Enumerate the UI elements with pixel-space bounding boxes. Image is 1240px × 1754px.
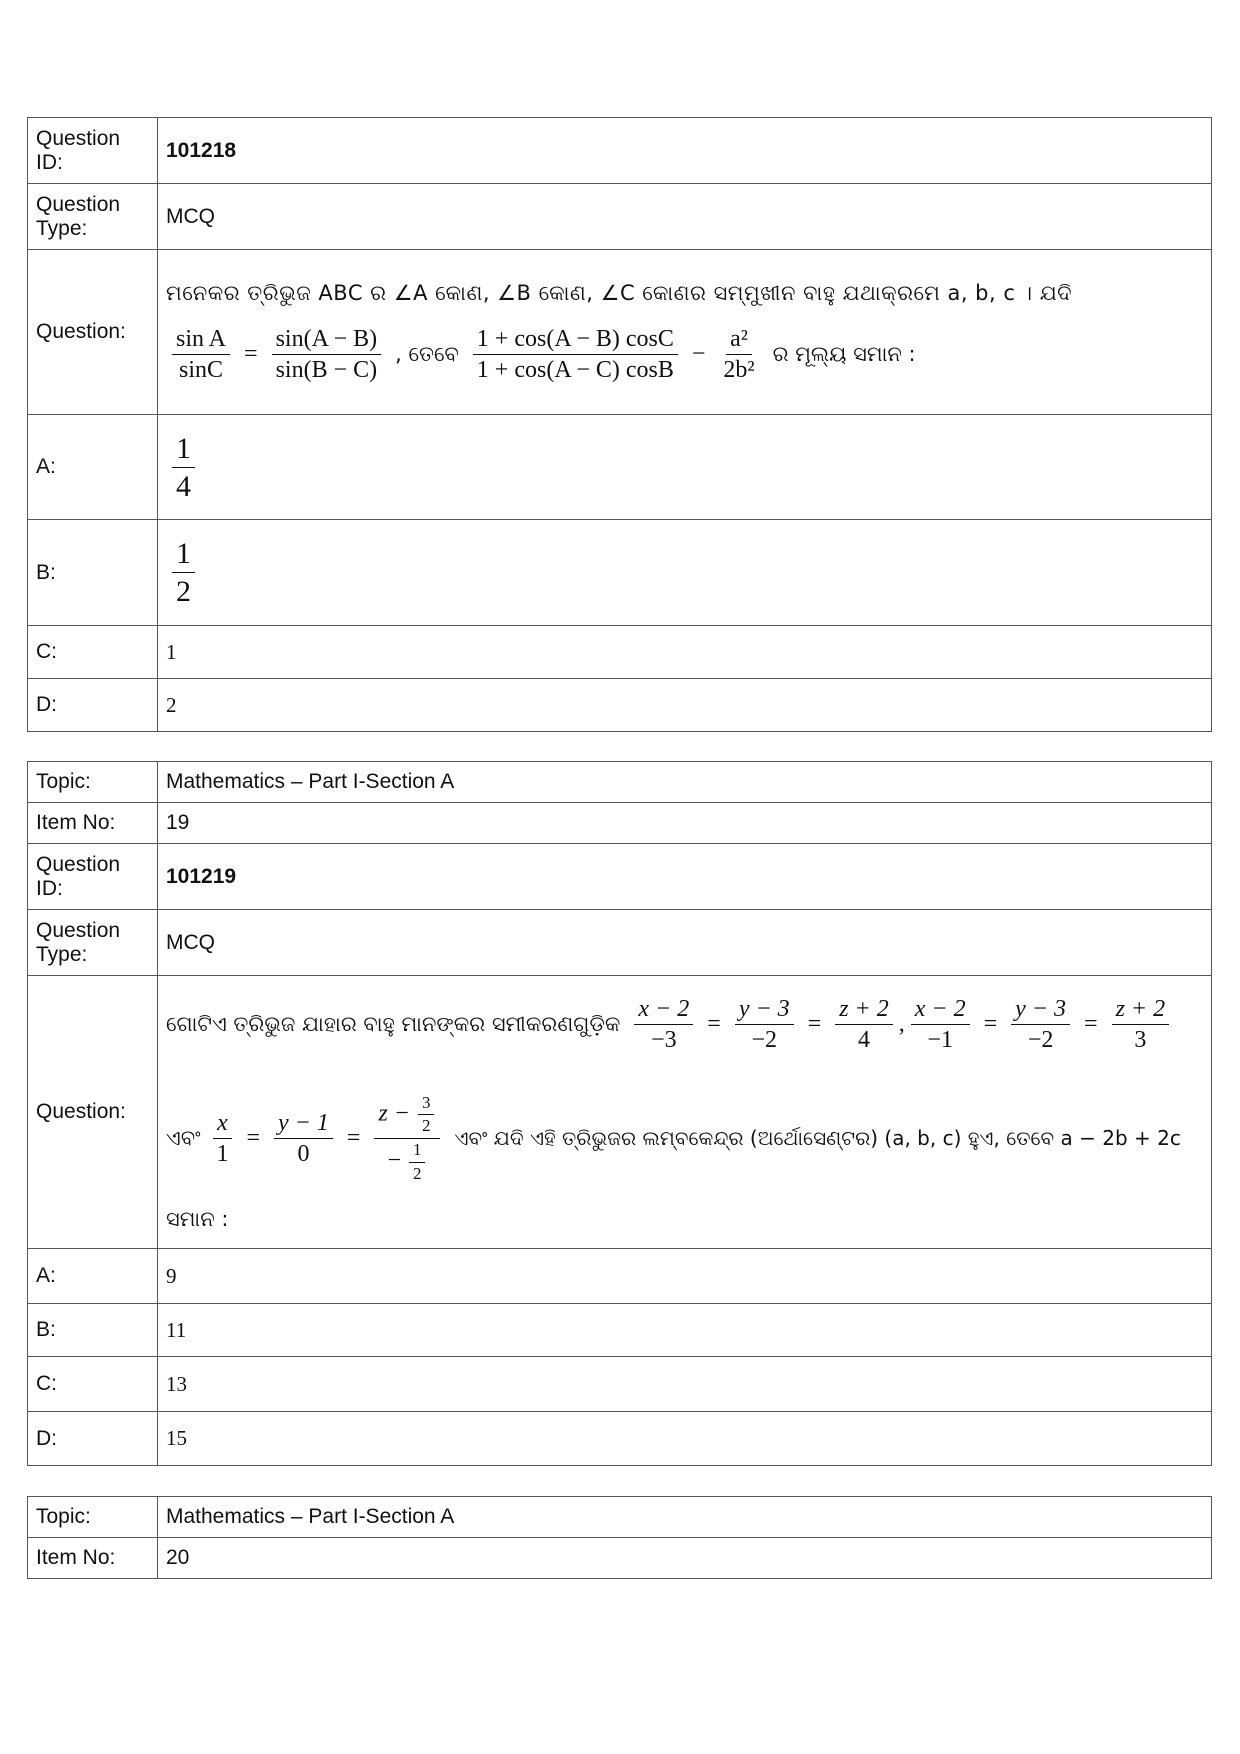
- value-equals-text: ର ମୂଲ୍ୟ ସମାନ :: [772, 342, 916, 366]
- option-d-label: D:: [28, 1412, 158, 1466]
- topic-label: Topic:: [28, 762, 158, 803]
- option-c-label: C:: [28, 626, 158, 679]
- question-body: [158, 250, 1212, 415]
- option-a-value: $\frac{1}{4}$: [158, 415, 1212, 520]
- question-formula: $\frac{\text{sin A}}{\sin C}$ = $\frac{\sin(A - B)}{\sin(B - C)}$ , ତେବେ $\frac{1 + \cos(A - B) \cos C}{1 + \cos(A - C) \cos B}$ − $\frac{\text{a²}}{\text{2b²}}$ ର ମୂଲ୍ୟ ସମାନ :: [166, 326, 1203, 384]
- question-line-1: ମନେକର ତ୍ରିଭୁଜ ABC ର ∠A କୋଣ, ∠B କୋଣ, ∠C କୋଣର ସମ୍ମୁଖୀନ ବାହୁ ଯଥାକ୍ରମେ a, b, c । ଯଦି: [166, 280, 1073, 305]
- fraction-eq2-y: $\frac{y - 3}{-2}$: [1011, 996, 1070, 1054]
- fraction-eq3-y: $\frac{y - 1}{0}$: [274, 1110, 333, 1168]
- question-line-1: ଗୋଟିଏ ତ୍ରିଭୁଜ ଯାହାର ବାହୁ ମାନଙ୍କର ସମୀକରଣଗୁଡ଼ିକ $\frac{x - 2}{-3}$ = $\frac{y - 3}{-2}$ = $\frac{z + 2}{4}$ , $\frac{x - 2}{-1}$ = $\frac{y - 3}{-2}$ = $\frac{z + 2}{3}$: [166, 996, 1203, 1054]
- option-d-value: 15: [158, 1412, 1212, 1466]
- question-type-label: Question Type:: [28, 184, 158, 250]
- item-no-label: Item No:: [28, 803, 158, 844]
- question-type-value: MCQ: [158, 184, 1212, 250]
- item-no-value: 20: [158, 1538, 1212, 1579]
- question-table-101218: [27, 117, 1212, 732]
- fraction-eq3-z: z − $\frac{3}{2}$ − $\frac{1}{2}$: [374, 1094, 440, 1184]
- fraction-sinAB-sinBC: $\frac{\sin(A - B)}{\sin(B - C)}$: [272, 326, 382, 384]
- option-d-value: 2: [158, 679, 1212, 732]
- question-table-101219: [27, 761, 1212, 1466]
- fraction-eq1-z: $\frac{z + 2}{4}$: [835, 996, 893, 1054]
- option-a-label: A:: [28, 415, 158, 520]
- orthocenter-text: ଏବଂ ଯଦି ଏହି ତ୍ରିଭୁଜର ଲମ୍ବକେନ୍ଦ୍ର (ଅର୍ଥୋସେଣ୍ଟର) (a, b, c) ହୁଏ, ତେବେ a − 2b + 2c: [454, 1126, 1181, 1151]
- fraction-eq2-x: $\frac{x - 2}{-1}$: [911, 996, 970, 1054]
- item-no-label: Item No:: [28, 1538, 158, 1579]
- option-c-value: 1: [158, 626, 1212, 679]
- option-b-label: B:: [28, 520, 158, 626]
- question-label: Question:: [28, 250, 158, 415]
- option-c-value: 13: [158, 1357, 1212, 1412]
- option-a-value: 9: [158, 1249, 1212, 1304]
- option-b-label: B:: [28, 1304, 158, 1357]
- question-type-label: Question Type:: [28, 910, 158, 976]
- question-id-label: Question ID:: [28, 118, 158, 184]
- option-b-value: $\frac{1}{2}$: [158, 520, 1212, 626]
- fraction-eq1-x: $\frac{x - 2}{-3}$: [634, 996, 693, 1054]
- fraction-eq1-y: $\frac{y - 3}{-2}$: [735, 996, 794, 1054]
- question-line-3: ସମାନ :: [166, 1207, 229, 1232]
- option-d-label: D:: [28, 679, 158, 732]
- fraction-a2-2b2: $\frac{\text{a²}}{\text{2b²}}$: [723, 325, 755, 383]
- fraction-eq2-z: $\frac{z + 2}{3}$: [1112, 996, 1170, 1054]
- item-no-value: 19: [158, 803, 1212, 844]
- topic-label: Topic:: [28, 1497, 158, 1538]
- topic-value: Mathematics – Part I-Section A: [158, 1497, 1212, 1538]
- option-c-label: C:: [28, 1357, 158, 1412]
- question-id-value: 101219: [158, 844, 1212, 910]
- option-a-label: A:: [28, 1249, 158, 1304]
- topic-value: Mathematics – Part I-Section A: [158, 762, 1212, 803]
- fraction-cos-expression: $\frac{1 + \cos(A - B) \cos C}{1 + \cos(A - C) \cos B}$: [473, 326, 678, 384]
- fraction-eq3-x: $\frac{x}{1}$: [212, 1110, 232, 1168]
- question-label: Question:: [28, 976, 158, 1249]
- question-id-value: 101218: [158, 118, 1212, 184]
- question-id-label: Question ID:: [28, 844, 158, 910]
- question-table-item-20: [27, 1496, 1212, 1579]
- option-b-value: 11: [158, 1304, 1212, 1357]
- question-type-value: MCQ: [158, 910, 1212, 976]
- then-text: , ତେବେ: [395, 342, 459, 366]
- fraction-sinA-sinC: $\frac{\text{sin A}}{\sin C}$: [172, 326, 230, 384]
- question-line-2: ଏବଂ $\frac{x}{1}$ = $\frac{y - 1}{0}$ = z − $\frac{3}{2}$ − $\frac{1}{2}$ ଏବଂ ଯଦି ଏହି ତ୍ରିଭୁଜର ଲମ୍ବକେନ୍ଦ୍ର (ଅର୍ଥୋସେଣ୍ଟର) (a, b, c) ହୁଏ, ତେବେ a − 2b + 2c: [166, 1092, 1181, 1183]
- question-body: [158, 976, 1212, 1249]
